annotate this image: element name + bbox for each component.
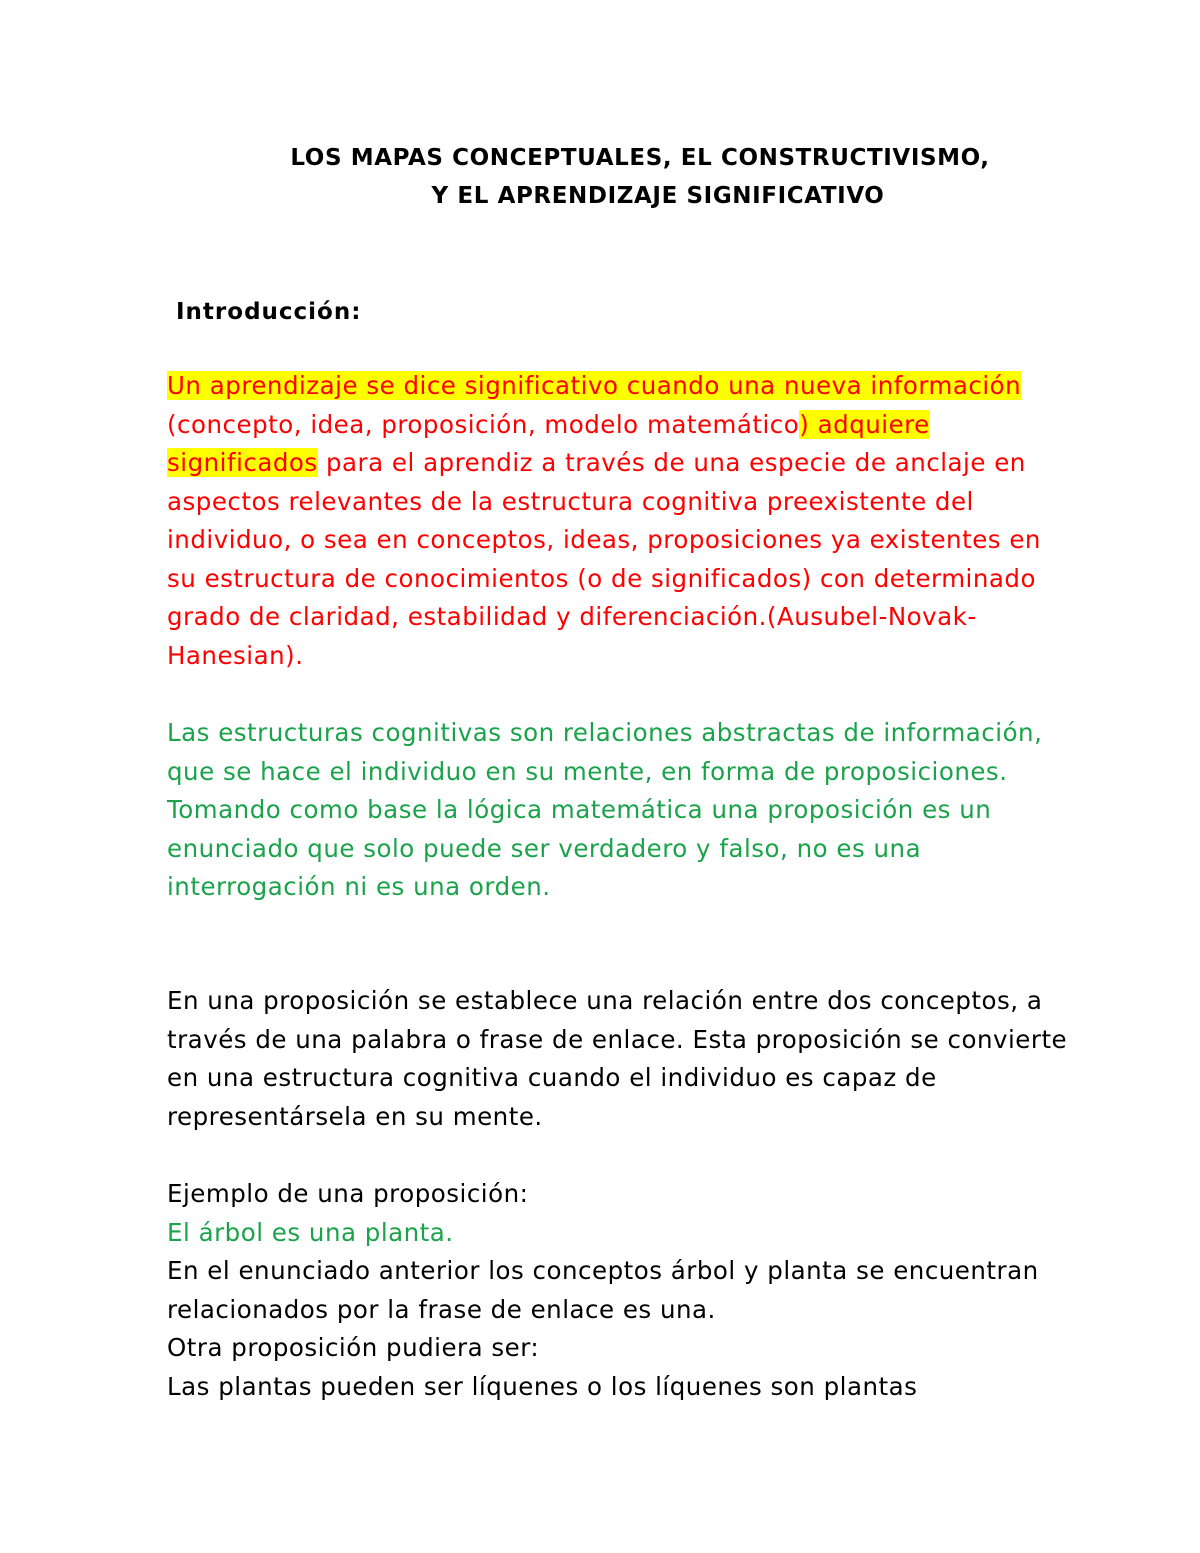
text-line: representársela en su mente. [167,1101,543,1131]
document-title-line-1: LOS MAPAS CONCEPTUALES, EL CONSTRUCTIVISMO, [290,145,990,171]
example-proposition: El árbol es una planta. [167,1217,454,1247]
highlighted-text: significados [167,448,318,477]
intro-paragraph [167,367,1167,675]
text-line: su estructura de conocimientos (o de significados) con determinado [167,563,1036,593]
text-line: Las plantas pueden ser líquenes o los líquenes son plantas [167,1371,918,1401]
text-line: Otra proposición pudiera ser: [167,1333,540,1362]
text-line: interrogación ni es una orden. [167,872,551,901]
text-line: en una estructura cognitiva cuando el individuo es capaz de [167,1063,937,1092]
text-line: relacionados por la frase de enlace es una. [167,1294,716,1324]
text-line [167,406,1167,445]
text-line: enunciado que solo puede ser verdadero y falso, no es una [167,833,922,863]
text-line: grado de claridad, estabilidad y diferenciación.(Ausubel-Novak- [167,602,977,631]
text-line: través de una palabra o frase de enlace. Esta proposición se convierte [167,1024,1068,1054]
text-line: Las estructuras cognitivas son relaciones abstractas de información, [167,718,1043,747]
text-line: aspectos relevantes de la estructura cognitiva preexistente del [167,486,974,516]
text-line [167,367,1167,406]
proposition-paragraph [167,982,1167,1136]
text-span: para el aprendiz a través de una especie de anclaje en [317,448,1026,477]
text-line: individuo, o sea en conceptos, ideas, proposiciones ya existentes en [167,525,1041,554]
highlighted-text: Un aprendizaje se dice significativo cuando una nueva información [167,371,1022,400]
text-line: Hanesian). [167,640,304,670]
text-line: que se hace el individuo en su mente, en forma de proposiciones. [167,756,1008,786]
text-span: (concepto, idea, proposición, modelo matemático [167,409,800,439]
text-line: Ejemplo de una proposición: [167,1179,529,1208]
text-line: En una proposición se establece una relación entre dos conceptos, a [167,986,1043,1015]
structures-paragraph [167,714,1167,907]
highlighted-text: ) adquiere [799,409,930,439]
text-line: Tomando como base la lógica matemática una proposición es un [167,795,992,824]
text-line: En el enunciado anterior los conceptos árbol y planta se encuentran [167,1256,1039,1285]
section-heading-introduccion: Introducción: [176,299,362,325]
document-title-line-2: Y EL APRENDIZAJE SIGNIFICATIVO [431,183,885,209]
text-line [167,444,1167,483]
example-section [167,1175,1167,1406]
